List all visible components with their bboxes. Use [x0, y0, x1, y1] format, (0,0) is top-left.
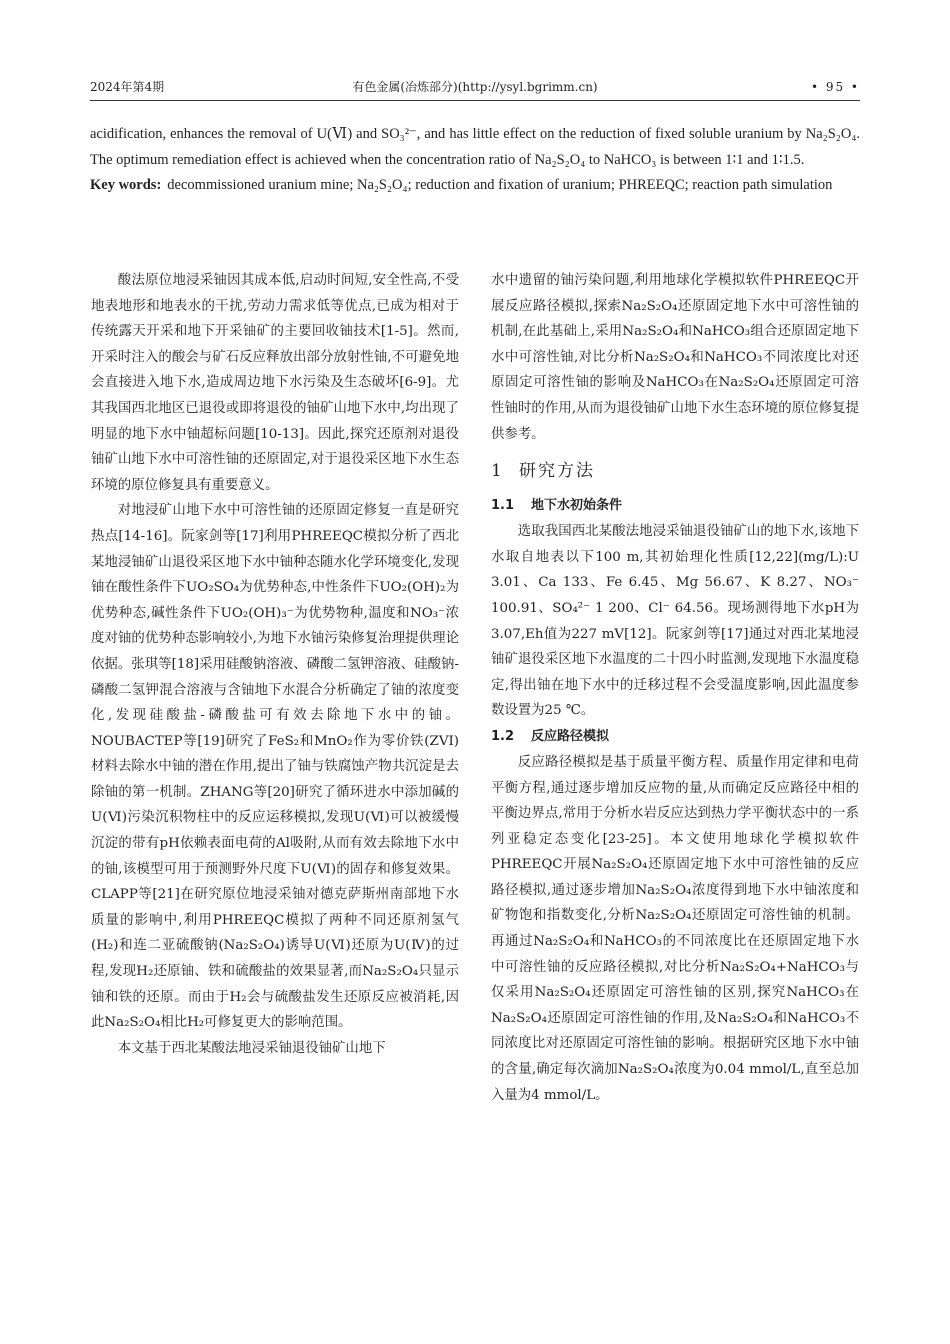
keywords-label: Key words:	[90, 177, 162, 193]
right-column	[491, 268, 859, 1108]
page-number: • 95 •	[810, 80, 860, 94]
abstract-text: acidification, enhances the removal of U(Ⅵ) and SO₃²⁻, and has little effect on the reduction of fixed soluble uranium by Na₂S₂O₄. The optimum remediation effect is achieved when the concentration ratio of Na₂S₂O₄ to NaHCO₃ is between 1∶1 and 1∶1.5.	[90, 126, 860, 168]
section-title: 研究方法	[519, 461, 595, 482]
section-number: 1	[491, 461, 504, 482]
intro-paragraph-3: 本文基于西北某酸法地浸采铀退役铀矿山地下	[117, 1040, 386, 1056]
journal-issue: 2024年第4期	[90, 80, 165, 94]
subsection-number: 1.1	[491, 498, 515, 514]
subsection-title: 地下水初始条件	[531, 498, 623, 514]
subsection-heading-initial-conditions	[491, 493, 859, 519]
intro-paragraph-2: 对地浸矿山地下水中可溶性铀的还原固定修复一直是研究热点[14-16]。阮家剑等[17]利用PHREEQC模拟分析了西北某地浸铀矿山退役采区地下水中铀种态随水化学环境变化,发现铀在酸性条件下UO₂SO₄为优势种态,中性条件下UO₂(OH)₂为优势种态,碱性条件下UO₂(OH)₃⁻为优势物种,温度和NO₃⁻浓度对铀的优势种态影响较小,为地下水铀污染修复治理提供理论依据。张琪等[18]采用硅酸钠溶液、磷酸二氢钾溶液、硅酸钠-磷酸二氢钾混合溶液与含铀地下水混合分析确定了铀的浓度变化,发现硅酸盐-磷酸盐可有效去除地下水中的铀。NOUBACTEP等[19]研究了FeS₂和MnO₂作为零价铁(ZVI)材料去除水中铀的潜在作用,提出了铀与铁腐蚀产物共沉淀是去除铀的第一机制。ZHANG等[20]研究了循环进水中添加碱的U(Ⅵ)污染沉积物柱中的反应运移模拟,发现U(Ⅵ)可以被缓慢沉淀的带有pH依赖表面电荷的Al吸附,从而有效去除地下水中的铀,该模型可用于预测野外尺度下U(Ⅵ)的固存和修复效果。CLAPP等[21]在研究原位地浸采铀对德克萨斯州南部地下水质量的影响中,利用PHREEQC模拟了两种不同还原剂氢气(H₂)和连二亚硫酸钠(Na₂S₂O₄)诱导U(Ⅵ)还原为U(Ⅳ)的过程,发现H₂还原铀、铁和硫酸盐的效果显著,而Na₂S₂O₄只显示铀和铁的还原。而由于H₂会与硫酸盐发生还原反应被消耗,因此Na₂S₂O₄相比H₂可修复更大的影响范围。	[91, 503, 459, 1031]
subsection-heading-reaction-path	[491, 724, 859, 750]
intro-paragraph-1: 酸法原位地浸采铀因其成本低,启动时间短,安全性高,不受地表地形和地表水的干扰,劳动力需求低等优点,已成为相对于传统露天开采和地下开采铀矿的主要回收铀技术[1-5]。然而,开采时注入的酸会与矿石反应释放出部分放射性铀,不可避免地会直接进入地下水,造成周边地下水污染及生态破坏[6-9]。尤其我国西北地区已退役或即将退役的铀矿山地下水中,均出现了明显的地下水中铀超标问题[10-13]。因此,探究还原剂对退役铀矿山地下水中可溶性铀的还原固定,对于退役采区地下水生态环境的原位修复具有重要意义。	[91, 273, 459, 493]
intro-paragraph-3-continued: 水中遗留的铀污染问题,利用地球化学模拟软件PHREEQC开展反应路径模拟,探索Na₂S₂O₄还原固定地下水中可溶性铀的机制,在此基础上,采用Na₂S₂O₄和NaHCO₃组合还原固定地下水中可溶性铀,对比分析Na₂S₂O₄和NaHCO₃不同浓度比对还原固定可溶性铀的影响及NaHCO₃在Na₂S₂O₄还原固定可溶性铀时的作用,从而为退役铀矿山地下水生态环境的原位修复提供参考。	[491, 273, 859, 442]
subsection-number: 1.2	[491, 728, 515, 744]
keywords-text: decommissioned uranium mine; Na₂S₂O₄; reduction and fixation of uranium; PHREEQC; reaction path simulation	[167, 177, 833, 193]
left-column	[91, 268, 459, 1061]
keywords-row	[90, 173, 860, 199]
section-heading-methods	[491, 458, 859, 484]
english-abstract	[90, 122, 860, 199]
journal-name: 有色金属(冶炼部分)(http://ysyl.bgrimm.cn)	[352, 80, 598, 94]
initial-conditions-paragraph: 选取我国西北某酸法地浸采铀退役铀矿山的地下水,该地下水取自地表以下100 m,其初始理化性质[12,22](mg/L):U 3.01、Ca 133、Fe 6.45、Mg 56.67、K 8.27、NO₃⁻ 100.91、SO₄²⁻ 1 200、Cl⁻ 64.56。现场测得地下水pH为3.07,Eh值为227 mV[12]。阮家剑等[17]通过对西北某地浸铀矿退役采区地下水温度的二十四小时监测,发现地下水温度稳定,得出铀在地下水中的迁移过程不会受温度影响,因此温度参数设置为25 ℃。	[491, 524, 859, 719]
reaction-path-paragraph: 反应路径模拟是基于质量平衡方程、质量作用定律和电荷平衡方程,通过逐步增加反应物的量,从而确定反应路径中相的平衡边界点,常用于分析水岩反应达到热力学平衡状态中的一系列亚稳定态变化[23-25]。本文使用地球化学模拟软件PHREEQC开展Na₂S₂O₄还原固定地下水中可溶性铀的反应路径模拟,通过逐步增加Na₂S₂O₄浓度得到地下水中铀浓度和矿物饱和指数变化,分析Na₂S₂O₄还原固定可溶性铀的机制。再通过Na₂S₂O₄和NaHCO₃的不同浓度比在还原固定地下水中可溶性铀的反应路径模拟,对比分析Na₂S₂O₄+NaHCO₃与仅采用Na₂S₂O₄还原固定可溶性铀的区别,探究NaHCO₃在Na₂S₂O₄还原固定可溶性铀的作用,及Na₂S₂O₄和NaHCO₃不同浓度比对还原固定可溶性铀的影响。根据研究区地下水中铀的含量,确定每次滴加Na₂S₂O₄浓度为0.04 mmol/L,直至总加入量为4 mmol/L。	[491, 754, 859, 1103]
running-header	[90, 78, 860, 101]
subsection-title: 反应路径模拟	[531, 728, 610, 744]
